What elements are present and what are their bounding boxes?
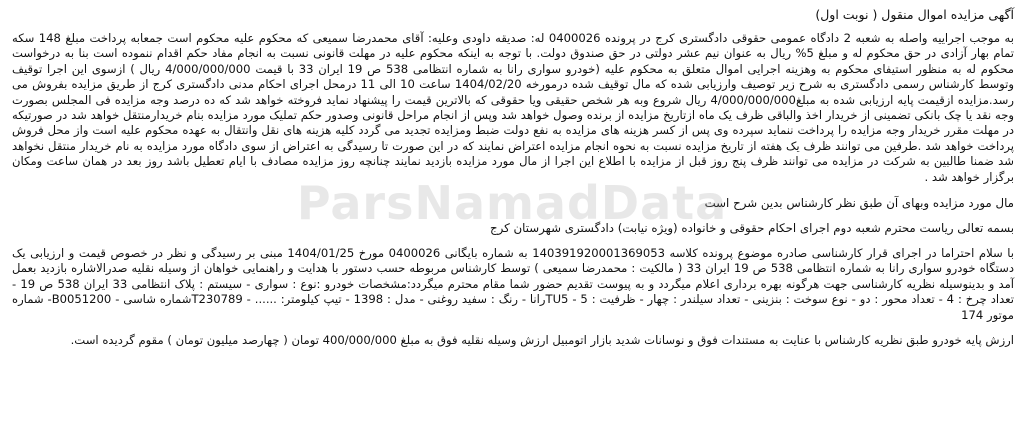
vehicle-specification-paragraph: با سلام احتراما در اجرای قرار کارشناسی صادره موضوع پرونده کلاسه 140391920001369053 به شماره بایگانی 0400026 مورخ 1404/01/25 مبنی بر رسیدگی و نظر در خصوص قیمت و ارزیابی یک دستگاه خودرو سواری رانا به شماره انتظامی 538 ص 19 ایران 33 ( مالکیت : محمدرضا سمیعی ) توسط کارشناس مربوطه حسب دستور با هدایت و راهنمایی خواهان از وسیله نقلیه صدرالاشاره بازدید بعمل آمد و بدینوسیله نظریه کارشناسی جهت هرگونه بهره برداری اعلام میگردد و به پیوست تقدیم حضور شما مقام محترم میگردد:مشخصات خودرو :نوع : سواری - سیستم : پلاک انتظامی 33 ایران 538 ص 19 - تعداد چرخ : 4 - تعداد محور : دو - نوع سوخت : بنزینی - تعداد سیلندر : چهار - ظرفیت : 5 - TU5رانا - رنگ : سفید روغنی - مدل : 1398 - تیپ کیلومتر: ...... - T230789شماره شاسی - B0051200- شماره موتور 174 [12, 246, 1015, 322]
spacer [12, 211, 1014, 220]
salutation-heading: بسمه تعالی ریاست محترم شعبه دوم اجرای احکام حقوقی و خانواده (ویژه نیابت) دادگستری شهرستان کرج [489, 221, 1014, 236]
spacer [12, 236, 1014, 246]
document-title: آگهی مزایده اموال منقول ( نوبت اول) [815, 7, 1014, 22]
expert-opinion-heading: مال مورد مزایده وبهای آن طبق نظر کارشناس بدین شرح است [704, 196, 1014, 211]
auction-notice-paragraph: به موجب اجراییه واصله به شعبه 2 دادگاه عمومی حقوقی دادگستری کرج در پرونده 0400026 له: صدیقه داودی وعلیه: آقای محمدرضا سمیعی که محکوم علیه محکوم است جمعابه پرداخت مبلغ 148 سکه تمام بهار آزادی در حق محکوم له و مبلغ 5% ریال به عنوان نیم عشر دولتی در حق صندوق دولت. با توجه به اینکه محکوم علیه در مهلت قانونی نسبت به انجام مفاد حکم اقدام ننموده است بنا به درخواست محکوم له به منظور استیفای محکوم به وهزینه اجرایی اموال متعلق به محکوم علیه (خودرو سواری رانا به شماره انتظامی 538 ص 19 ایران 33 با قیمت 4/000/000/000 ریال ) ازسوی این اجرا توقیف وتوسط کارشناس رسمی دادگستری به شرح زیر توصیف وارزیابی شده که مال توقیف شده درمورخه 1404/02/20 ساعت 10 الی 11 درمحل اجرای احکام مدنی دادگستری کرج از طریق مزایده بفروش می رسد.مزایده ازقیمت پایه ارزیابی شده به مبلغ4/000/000/000 ریال شروع وبه هر شخص حقیقی ویا حقوقی که بالاترین قیمت را پیشنهاد نماید فروخته خواهد شد که ده درصد وجه مزایده فی المجلس بصورت وجه نقد یا چک بانکی تضمینی از خریدار اخذ والباقی ظرف یک ماه ازتاریخ مزایده از برنده وصول خواهد شد وپس از انجام مراحل قانونی وصدور حکم تملیک مورد مزایده بنام خریدارمنتقل خواهد شد در صورتیکه در مهلت مقرر خریدار وجه مزایده را پرداخت ننماید سپرده وی پس از کسر هزینه های مزایده به نفع دولت ضبط ومزایده تجدید می گردد کلیه هزینه های نقل وانتقال به عهده محکوم علیه است واز محل فروش پرداخت خواهد شد .طرفین می توانند ظرف یک هفته از تاریخ مزایده نسبت به نحوه انجام مزایده اعتراض نمایند که در این صورت تا رسیدگی به اعتراض از سوی دادگاه مورد مزایده به نام خریدار منتقل نخواهد شد ضمنا طالبین به شرکت در مزایده می توانند ظرف پنج روز قبل از مزایده با اطلاع این اجرا از مال مورد مزایده بازدید نمایند چنانچه روز مزایده مصادف با ایام تعطیل باشد روز بعد در همان ساعت ومکان برگزار خواهد شد . [12, 31, 1015, 184]
spacer [12, 185, 1014, 195]
watermark: ParsNamadData [296, 175, 728, 230]
valuation-paragraph: ارزش پایه خودرو طبق نظریه کارشناس با عنایت به مستندات فوق و نوسانات شدید بازار اتومبیل ارزش وسیله نقلیه فوق به مبلغ 400/000/000 تومان ( چهارصد میلیون تومان ) مقوم گردیده است. [70, 333, 1014, 348]
spacer [12, 323, 1014, 333]
